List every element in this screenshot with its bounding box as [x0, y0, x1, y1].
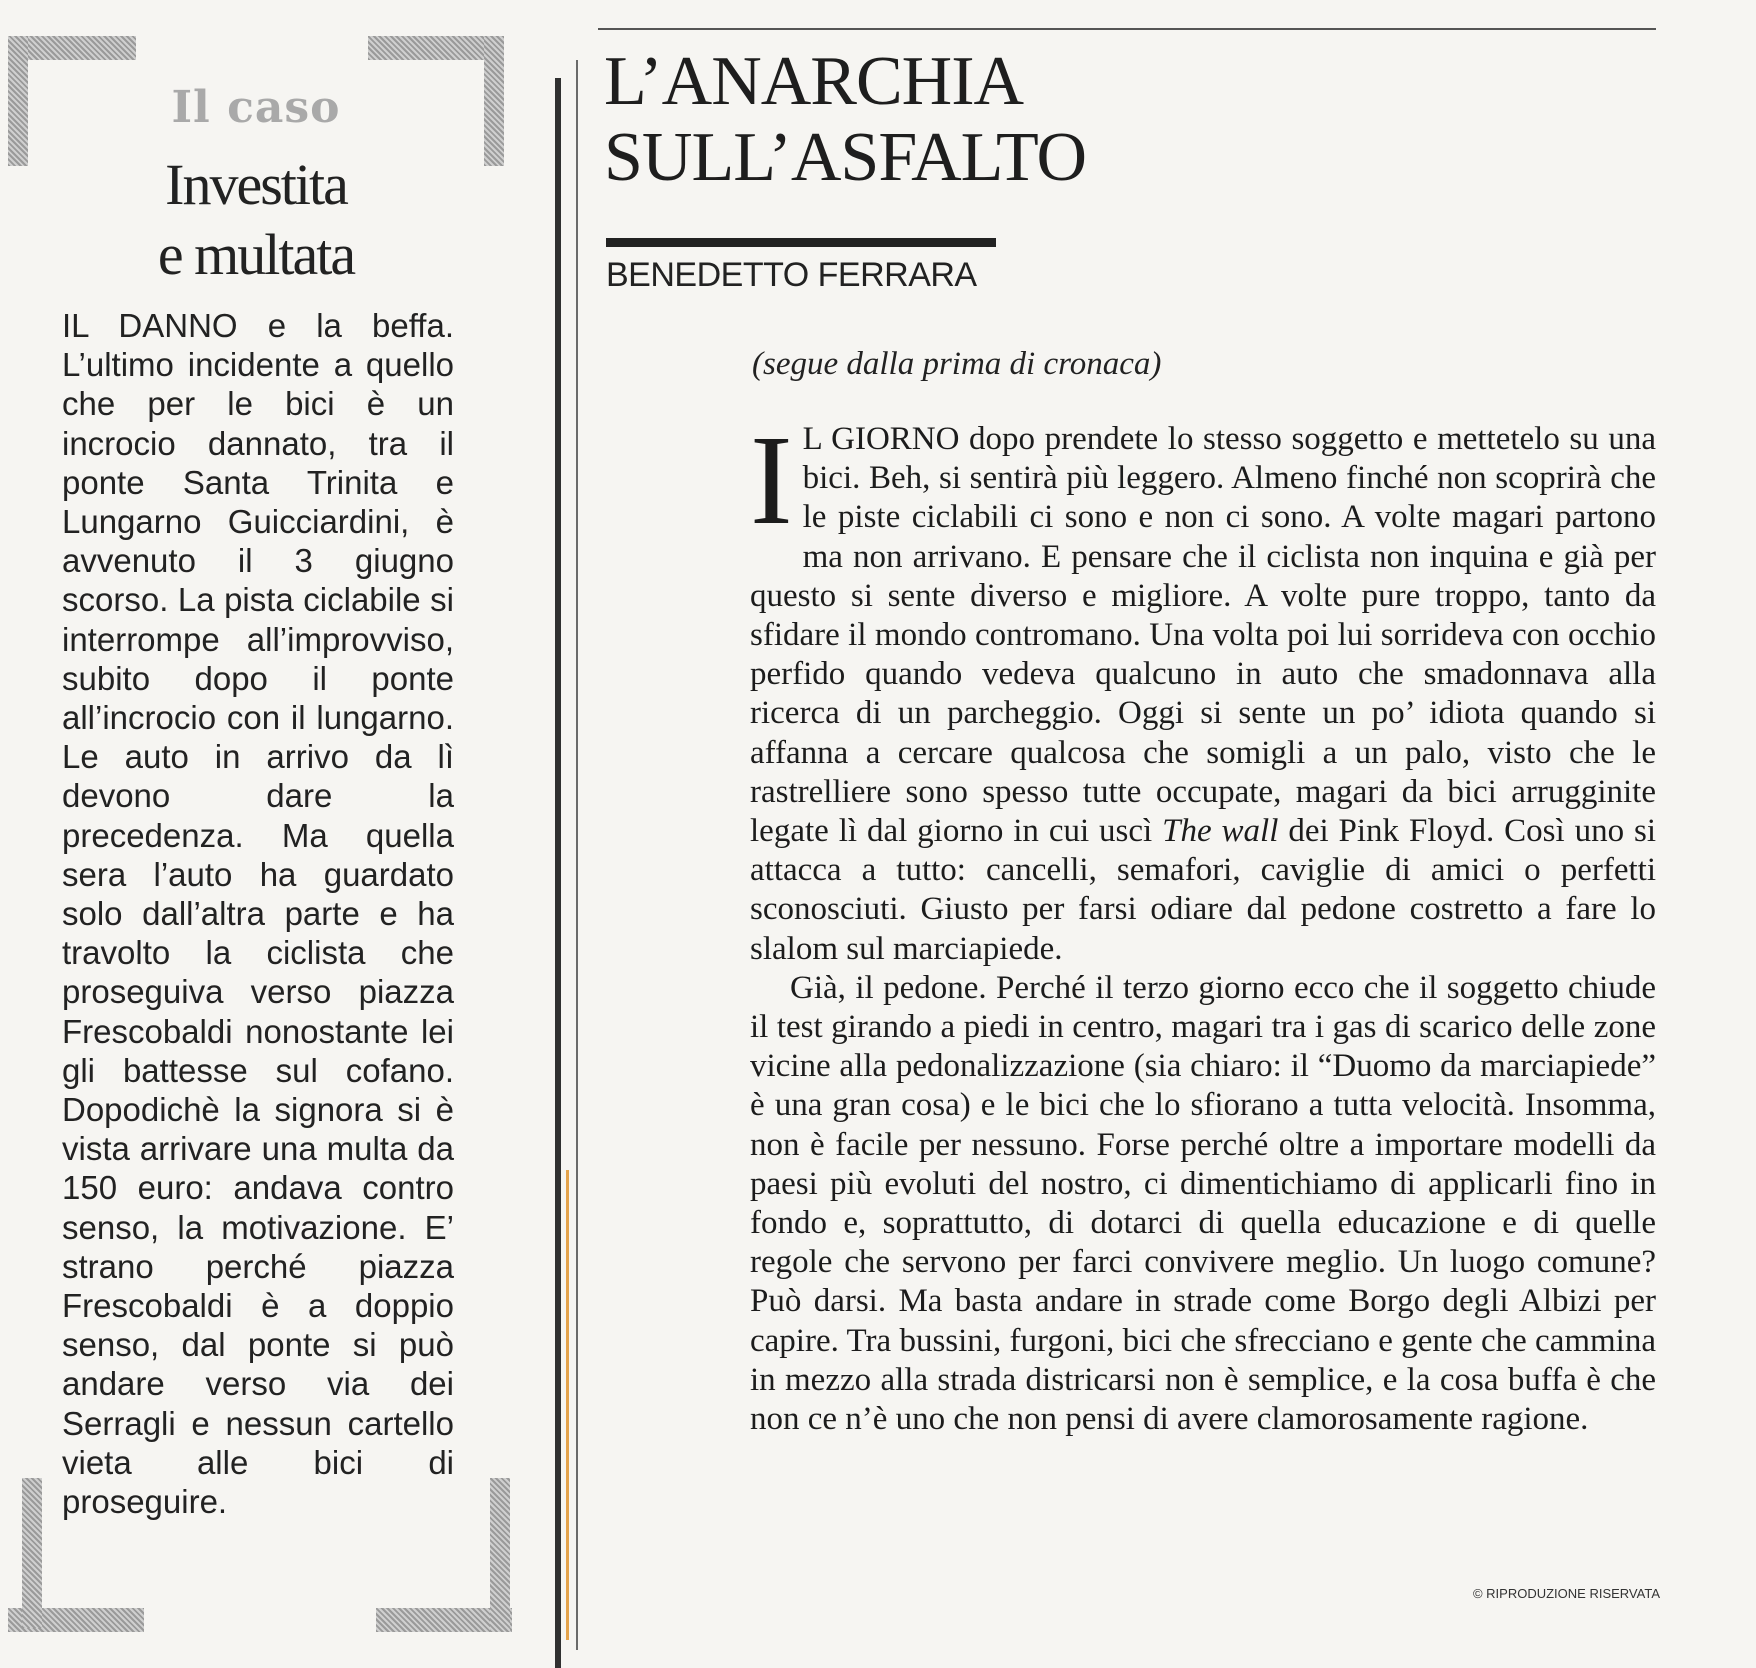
paragraph-2: Già, il pedone. Perché il terzo giorno ecco che il soggetto chiude il test girando a piedi in centro, magari tra i gas di scarico delle zone vicine alla pedonalizzazione (sia chiaro: il “Duomo da marciapiede” è una gran cosa) e le bici che lo sfiorano a tutta velocità. Insomma, non è facile per nessuno. Forse perché oltre a importare modelli da paesi più evoluti del nostro, ci dimentichiamo di applicarli fino in fondo e, soprattutto, di dotarci di quella educazione e di quelle regole che servono per farci convivere meglio. Un luogo comune? Può darsi. Ma basta andare in strade come Borgo degli Albizi per capire. Tra bussini, furgoni, bici che sfrecciano e gente che cammina in mezzo alla strada districarsi non è semplice, e la cosa buffa è che non ce n’è uno che non pensi di avere clamorosamente ragione.: [750, 969, 1656, 1438]
sidebar-box: [0, 0, 520, 1620]
paragraph-1-italic-title: The wall: [1162, 813, 1279, 850]
headline-line-1: L’ANARCHIA: [604, 43, 1024, 120]
article-byline: BENEDETTO FERRARA: [606, 256, 977, 294]
article-headline: [604, 44, 1604, 196]
column-rule-thick: [555, 78, 561, 1668]
paragraph-1: [750, 409, 1657, 969]
top-rule: [598, 28, 1656, 30]
sidebar-kicker: Il caso: [171, 82, 341, 133]
drop-cap: I: [750, 409, 793, 551]
copyright-notice: © RIPRODUZIONE RISERVATA: [1472, 1586, 1660, 1601]
sidebar-title-line-2: e multata: [157, 222, 355, 287]
sidebar-title-line-1: Investita: [165, 152, 347, 217]
headline-line-2: SULL’ASFALTO: [604, 119, 1087, 196]
paragraph-1-text-b: dei Pink Floyd. Così uno si attacca a tutto: cancelli, semafori, caviglie di amici o perfetti sconosciuti. Giusto per farsi odiare dal pedone costretto a fare lo slalom sul marciapiede.: [750, 813, 1657, 967]
continued-from-note: (segue dalla prima di cronaca): [752, 346, 1162, 382]
column-rule-accent: [566, 1170, 569, 1640]
article-body: [750, 409, 1657, 1439]
paragraph-1-text-a: L GIORNO dopo prendete lo stesso soggetto e mettetelo su una bici. Beh, si sentirà più leggero. Almeno finché non scoprirà che le piste ciclabili ci sono e non ci sono. A volte magari partono ma non arrivano. E pensare che il ciclista non inquina e già per questo si sente diverso e migliore. A volte pure troppo, tanto da sfidare il mondo contromano. Una volta poi lui sorrideva con occhio perfido quando vedeva qualcuno in auto che smadonnava alla ricerca di un parcheggio. Oggi si sente un po’ idiota quando si affanna a cercare qualcosa che somigli a un palo, visto che le rastrelliere sono spesso tutte occupate, magari da bici arrugginite legate lì dal giorno in cui uscì: [750, 421, 1656, 850]
sidebar-title: [60, 150, 452, 290]
sidebar-body-text: IL DANNO e la beffa. L’ultimo incidente a quello che per le bici è un incrocio dannato, tra il ponte Santa Trinita e Lungarno Guicciardini, è avvenuto il 3 giugno scorso. La pista ciclabile si interrompe all’improvviso, subito dopo il ponte all’incrocio con il lungarno. Le auto in arrivo da lì devono dare la precedenza. Ma quella sera l’auto ha guardato solo dall’altra parte e ha travolto la ciclista che proseguiva verso piazza Frescobaldi nonostante lei gli battesse sul cofano. Dopodichè la signora si è vista arrivare una multa da 150 euro: andava contro senso, la motivazione. E’ strano perché piazza Frescobaldi è a doppio senso, dal ponte si può andare verso via dei Serragli e nessun cartello vieta alle bici di proseguire.: [62, 307, 454, 1521]
byline-bar: [606, 238, 996, 247]
column-rule-thin: [576, 60, 578, 1650]
